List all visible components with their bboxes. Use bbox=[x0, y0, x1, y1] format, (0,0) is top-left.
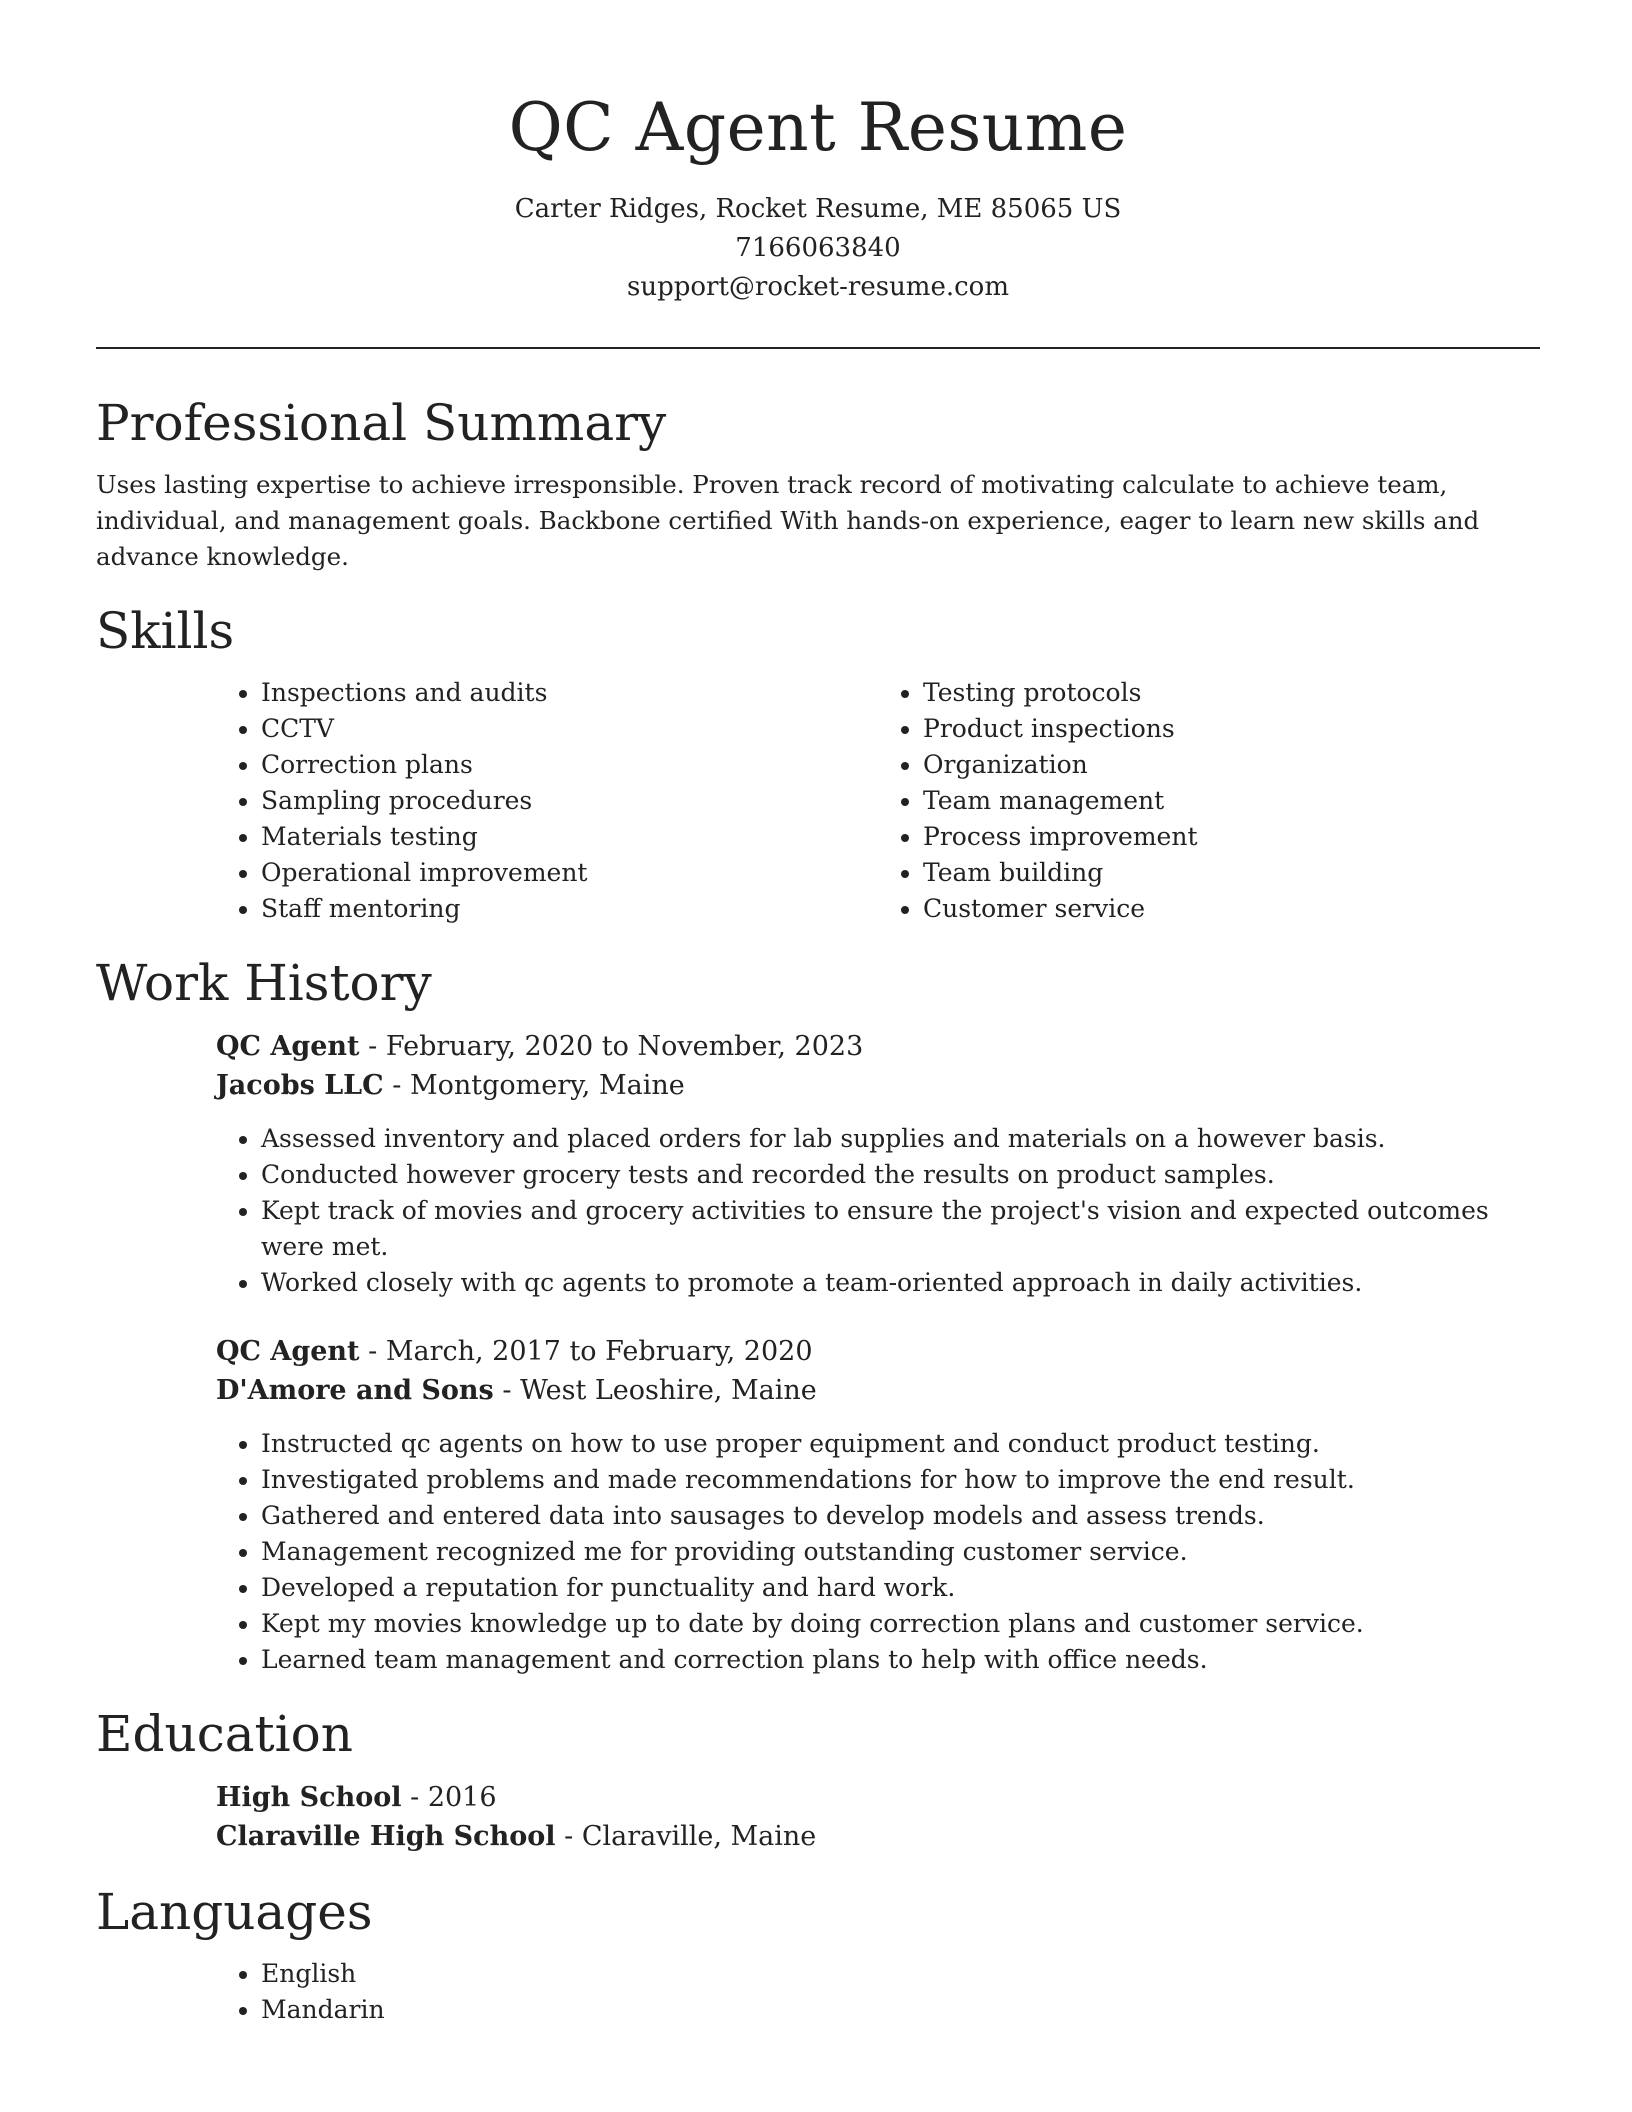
job-bullet: • Developed a reputation for punctuality and hard work. bbox=[261, 1570, 1540, 1606]
languages-list bbox=[216, 1956, 1540, 2028]
job-company: D'Amore and Sons bbox=[216, 1375, 494, 1406]
job-bullet: • Worked closely with qc agents to promote a team-oriented approach in daily activities. bbox=[261, 1265, 1540, 1301]
job-bullet: • Instructed qc agents on how to use proper equipment and conduct product testing. bbox=[261, 1426, 1540, 1462]
job-location: Montgomery, Maine bbox=[409, 1070, 685, 1101]
resume-header bbox=[96, 0, 1540, 307]
skill-item: • Testing protocols bbox=[923, 675, 1540, 711]
education-section bbox=[96, 1702, 1540, 1856]
skill-item: • Process improvement bbox=[923, 819, 1540, 855]
skills-section bbox=[96, 599, 1540, 927]
education-school-line bbox=[216, 1817, 1540, 1856]
job-title-line bbox=[216, 1027, 1540, 1066]
job-bullet: • Gathered and entered data into sausages to develop models and assess trends. bbox=[261, 1498, 1540, 1534]
contact-email: support@rocket-resume.com bbox=[626, 272, 1009, 302]
contact-address: Carter Ridges, Rocket Resume, ME 85065 US bbox=[514, 194, 1122, 224]
summary-text: Uses lasting expertise to achieve irresponsible. Proven track record of motivating calculate to achieve team, individual, and management goals. Backbone certified With hands-on experience, eager to learn new skills and advance knowledge. bbox=[96, 470, 1480, 571]
skills-heading: Skills bbox=[96, 602, 235, 660]
job-company-line bbox=[216, 1371, 1540, 1410]
languages-heading: Languages bbox=[96, 1883, 373, 1941]
skill-item: • Team management bbox=[923, 783, 1540, 819]
skill-item: • Operational improvement bbox=[261, 855, 878, 891]
job-bullets bbox=[216, 1121, 1540, 1301]
skill-item: • Correction plans bbox=[261, 747, 878, 783]
job-company-separator: - bbox=[383, 1070, 410, 1101]
skill-item: • Product inspections bbox=[923, 711, 1540, 747]
job-company: Jacobs LLC bbox=[216, 1070, 384, 1101]
summary-heading: Professional Summary bbox=[96, 394, 667, 452]
job-bullet: • Investigated problems and made recommendations for how to improve the end result. bbox=[261, 1462, 1540, 1498]
skills-columns bbox=[216, 675, 1540, 927]
resume-title: QC Agent Resume bbox=[508, 89, 1128, 166]
job-dates: March, 2017 to February, 2020 bbox=[385, 1336, 813, 1367]
skills-list-right bbox=[878, 675, 1540, 927]
education-location: Claraville, Maine bbox=[581, 1821, 817, 1852]
language-item: • Mandarin bbox=[261, 1992, 1540, 2028]
education-degree-separator: - bbox=[401, 1782, 428, 1813]
skill-item: • Inspections and audits bbox=[261, 675, 878, 711]
job-location: West Leoshire, Maine bbox=[520, 1375, 817, 1406]
job-title-separator: - bbox=[359, 1031, 386, 1062]
job-company-line bbox=[216, 1066, 1540, 1105]
skill-item: • Materials testing bbox=[261, 819, 878, 855]
job-bullet: • Management recognized me for providing outstanding customer service. bbox=[261, 1534, 1540, 1570]
job-bullet: • Kept my movies knowledge up to date by doing correction plans and customer service. bbox=[261, 1606, 1540, 1642]
job-bullets bbox=[216, 1426, 1540, 1678]
job-company-separator: - bbox=[493, 1375, 521, 1406]
job-entry bbox=[216, 1027, 1540, 1301]
job-title-separator: - bbox=[359, 1336, 386, 1367]
contact-info bbox=[96, 190, 1540, 307]
job-bullet: • Conducted however grocery tests and recorded the results on product samples. bbox=[261, 1157, 1540, 1193]
education-school: Claraville High School bbox=[216, 1821, 556, 1852]
skill-item: • CCTV bbox=[261, 711, 878, 747]
skill-item: • Staff mentoring bbox=[261, 891, 878, 927]
language-item: • English bbox=[261, 1956, 1540, 1992]
job-bullet: • Assessed inventory and placed orders for lab supplies and materials on a however basis. bbox=[261, 1121, 1540, 1157]
education-heading: Education bbox=[96, 1705, 353, 1763]
header-divider bbox=[96, 347, 1540, 349]
job-title: QC Agent bbox=[216, 1031, 360, 1062]
job-title-line bbox=[216, 1332, 1540, 1371]
education-degree: High School bbox=[216, 1782, 402, 1813]
contact-phone: 7166063840 bbox=[735, 233, 901, 263]
languages-section bbox=[96, 1880, 1540, 2028]
skill-item: • Team building bbox=[923, 855, 1540, 891]
job-entry bbox=[216, 1332, 1540, 1678]
education-degree-line bbox=[216, 1778, 1540, 1817]
education-entry bbox=[216, 1778, 1540, 1856]
education-year: 2016 bbox=[427, 1782, 497, 1813]
education-school-separator: - bbox=[555, 1821, 582, 1852]
skill-item: • Customer service bbox=[923, 891, 1540, 927]
skills-list-left bbox=[216, 675, 878, 927]
job-dates: February, 2020 to November, 2023 bbox=[385, 1031, 864, 1062]
work-heading: Work History bbox=[96, 954, 432, 1012]
work-section bbox=[96, 951, 1540, 1678]
job-bullet: • Learned team management and correction plans to help with office needs. bbox=[261, 1642, 1540, 1678]
summary-section bbox=[96, 391, 1540, 575]
skill-item: • Organization bbox=[923, 747, 1540, 783]
job-bullet: • Kept track of movies and grocery activities to ensure the project's vision and expected outcomes were met. bbox=[261, 1193, 1540, 1265]
skill-item: • Sampling procedures bbox=[261, 783, 878, 819]
resume-page bbox=[96, 0, 1540, 2028]
job-title: QC Agent bbox=[216, 1336, 360, 1367]
